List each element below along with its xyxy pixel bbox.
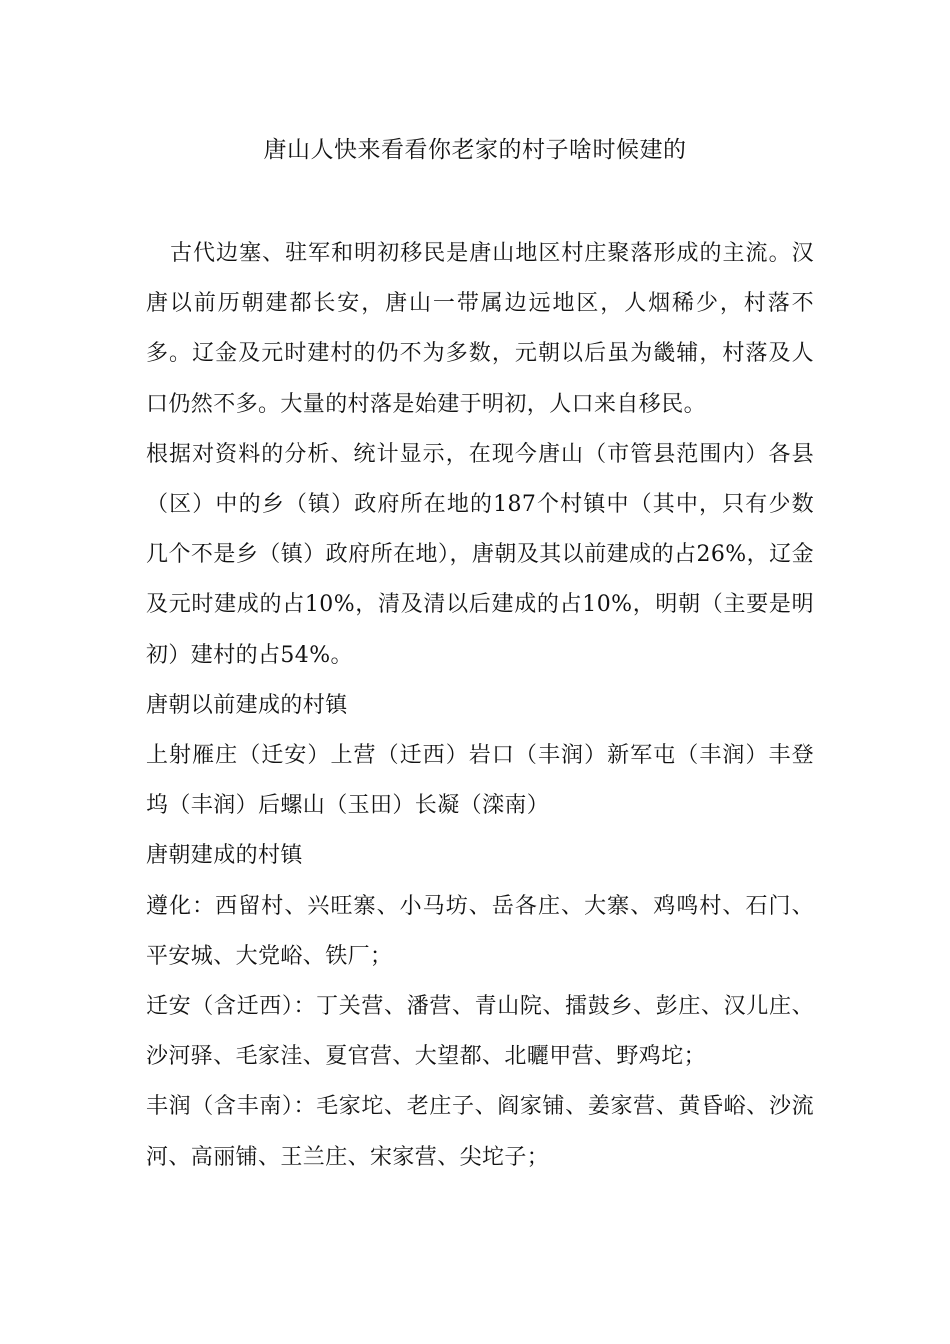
document-body [146, 229, 814, 1183]
paragraph-fengrun-villages: 丰润（含丰南）：毛家坨、老庄子、阎家铺、姜家营、黄昏峪、沙流河、高丽铺、王兰庄、宋家营、尖坨子； [146, 1094, 814, 1170]
document-title: 唐山人快来看看你老家的村子啥时候建的 [263, 137, 687, 163]
paragraph-intro: 古代边塞、驻军和明初移民是唐山地区村庄聚落形成的主流。汉唐以前历朝建都长安，唐山一带属边远地区，人烟稀少，村落不多。辽金及元时建村的仍不为多数，元朝以后虽为畿辅，村落及人口仍然不多。大量的村落是始建于明初，人口来自移民。 [146, 241, 814, 417]
paragraph-statistics: 根据对资料的分析、统计显示，在现今唐山（市管县范围内）各县（区）中的乡（镇）政府所在地的187个村镇中（其中，只有少数几个不是乡（镇）政府所在地），唐朝及其以前建成的占26%，辽金及元时建成的占10%，清及清以后建成的占10%，明朝（主要是明初）建村的占54%。 [146, 441, 814, 668]
paragraph-qianan-villages: 迁安（含迁西）：丁关营、潘营、青山院、擂鼓乡、彭庄、汉儿庄、沙河驿、毛家洼、夏官营、大望都、北曬甲营、野鸡坨； [146, 994, 814, 1070]
section-heading-tang: 唐朝建成的村镇 [146, 843, 303, 869]
section-heading-pre-tang: 唐朝以前建成的村镇 [146, 692, 348, 718]
paragraph-zunhua-villages: 遵化：西留村、兴旺寨、小马坊、岳各庄、大寨、鸡鸣村、石门、平安城、大党峪、铁厂； [146, 893, 814, 969]
paragraph-pre-tang-villages: 上射雁庄（迁安）上营（迁西）岩口（丰润）新军屯（丰润）丰登坞（丰润）后螺山（玉田）长凝（滦南） [146, 743, 814, 819]
